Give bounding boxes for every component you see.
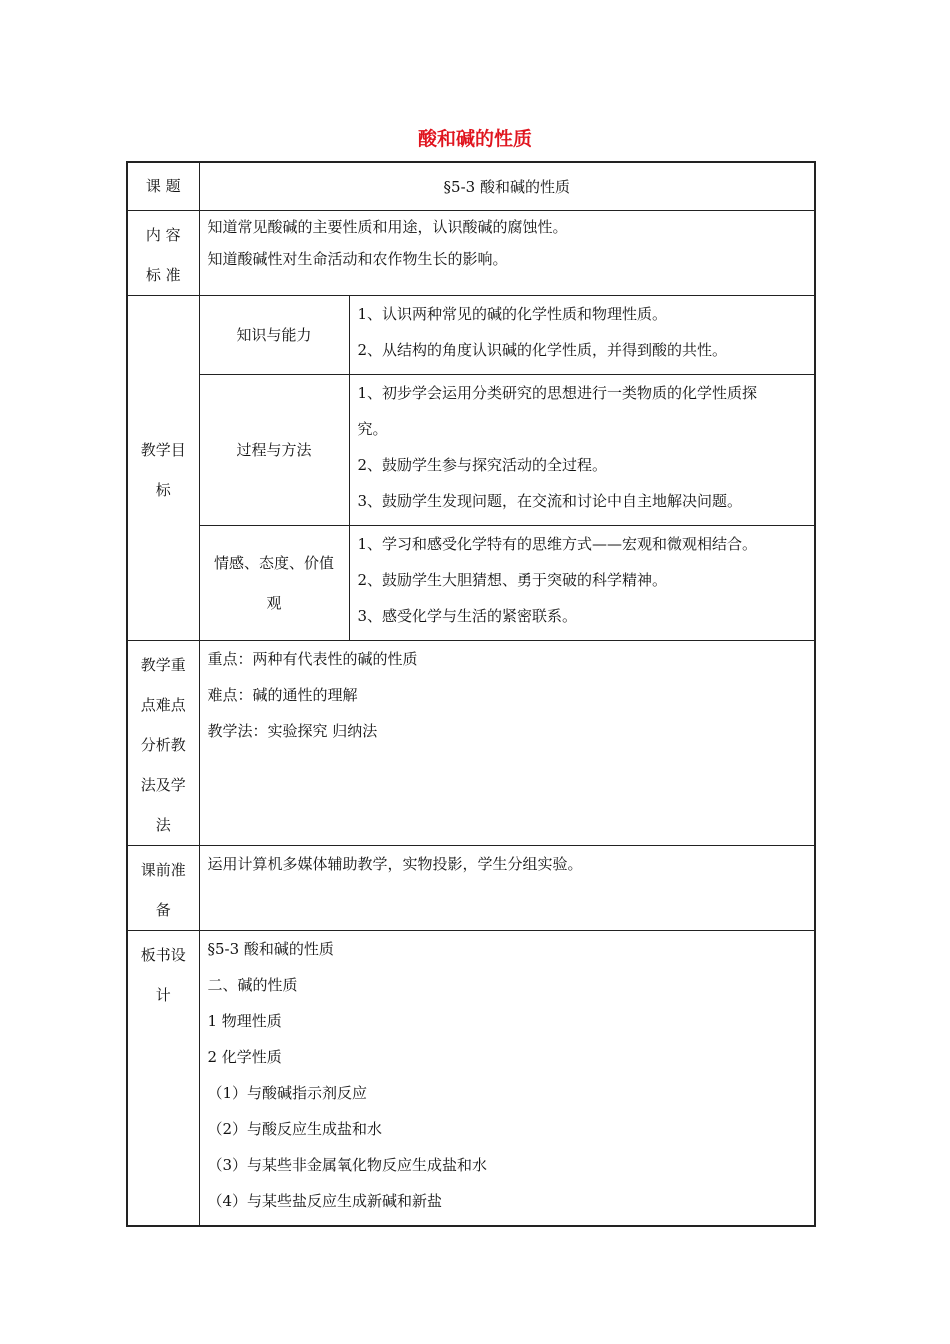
goal-name-line: 情感、态度、价值 <box>213 553 334 572</box>
goal-items <box>349 295 815 374</box>
label-line: 分析教 <box>140 735 186 754</box>
keypoints-line: 难点：碱的通性的理解 <box>207 685 358 704</box>
board-line: §5-3 酸和碱的性质 <box>207 939 334 958</box>
label-line: 计 <box>155 985 171 1004</box>
preparation-line: 运用计算机多媒体辅助教学，实物投影，学生分组实验。 <box>207 854 583 873</box>
board-row <box>127 930 815 1226</box>
board-line: （3）与某些非金属氧化物反应生成盐和水 <box>207 1155 488 1174</box>
label-line: 备 <box>155 900 171 919</box>
goal-items <box>349 374 815 525</box>
goal-item: 1、初步学会运用分类研究的思想进行一类物质的化学性质探 <box>357 383 758 402</box>
goal-items <box>349 525 815 640</box>
preparation-row <box>127 845 815 930</box>
label-line: 法 <box>155 815 171 834</box>
preparation-label <box>127 845 199 930</box>
keypoints-row <box>127 640 815 845</box>
keypoints-line: 教学法：实验探究 归纳法 <box>207 721 378 740</box>
topic-value: §5-3 酸和碱的性质 <box>199 162 815 210</box>
label-line: 标 <box>155 480 171 499</box>
label-line: 教学重 <box>140 655 186 674</box>
goal-item: 3、感受化学与生活的紧密联系。 <box>357 606 578 625</box>
goal-name-line: 观 <box>266 593 282 612</box>
board-content <box>199 930 815 1226</box>
board-line: 2 化学性质 <box>207 1047 282 1066</box>
label-line: 点难点 <box>140 695 186 714</box>
goal-item: 1、学习和感受化学特有的思维方式——宏观和微观相结合。 <box>357 534 758 553</box>
topic-label-text: 课 题 <box>145 177 181 196</box>
goal-item: 2、鼓励学生参与探究活动的全过程。 <box>357 455 608 474</box>
goal-name <box>199 525 349 640</box>
page-title: 酸和碱的性质 <box>417 128 532 150</box>
board-line: （2）与酸反应生成盐和水 <box>207 1119 383 1138</box>
goal-item: 2、从结构的角度认识碱的化学性质，并得到酸的共性。 <box>357 340 728 359</box>
keypoints-line: 重点：两种有代表性的碱的性质 <box>207 649 418 668</box>
standard-row <box>127 210 815 295</box>
label-line: 法及学 <box>140 775 186 794</box>
topic-label <box>127 162 199 210</box>
goal-name: 过程与方法 <box>199 374 349 525</box>
preparation-content <box>199 845 815 930</box>
goals-label <box>127 295 199 640</box>
goal-item: 究。 <box>357 419 388 438</box>
label-line: 标 准 <box>145 265 181 284</box>
goal-row-process <box>127 374 815 525</box>
board-label <box>127 930 199 1226</box>
label-line: 板书设 <box>140 945 186 964</box>
lesson-plan-table <box>126 161 816 1227</box>
board-line: 二、碱的性质 <box>207 975 298 994</box>
goal-item: 3、鼓励学生发现问题，在交流和讨论中自主地解决问题。 <box>357 491 743 510</box>
label-line: 内 容 <box>145 225 181 244</box>
standard-label <box>127 210 199 295</box>
goal-item: 2、鼓励学生大胆猜想、勇于突破的科学精神。 <box>357 570 668 589</box>
board-line: 1 物理性质 <box>207 1011 282 1030</box>
goal-name: 知识与能力 <box>199 295 349 374</box>
goal-item: 1、认识两种常见的碱的化学性质和物理性质。 <box>357 304 668 323</box>
standard-line: 知道酸碱性对生命活动和农作物生长的影响。 <box>207 249 508 268</box>
goal-row-knowledge <box>127 295 815 374</box>
topic-row <box>127 162 815 210</box>
goal-row-attitude <box>127 525 815 640</box>
label-line: 教学目 <box>140 440 186 459</box>
label-line: 课前准 <box>140 860 186 879</box>
board-line: （1）与酸碱指示剂反应 <box>207 1083 368 1102</box>
standard-line: 知道常见酸碱的主要性质和用途，认识酸碱的腐蚀性。 <box>207 217 568 236</box>
standard-content <box>199 210 815 295</box>
keypoints-label <box>127 640 199 845</box>
keypoints-content <box>199 640 815 845</box>
board-line: （4）与某些盐反应生成新碱和新盐 <box>207 1191 443 1210</box>
